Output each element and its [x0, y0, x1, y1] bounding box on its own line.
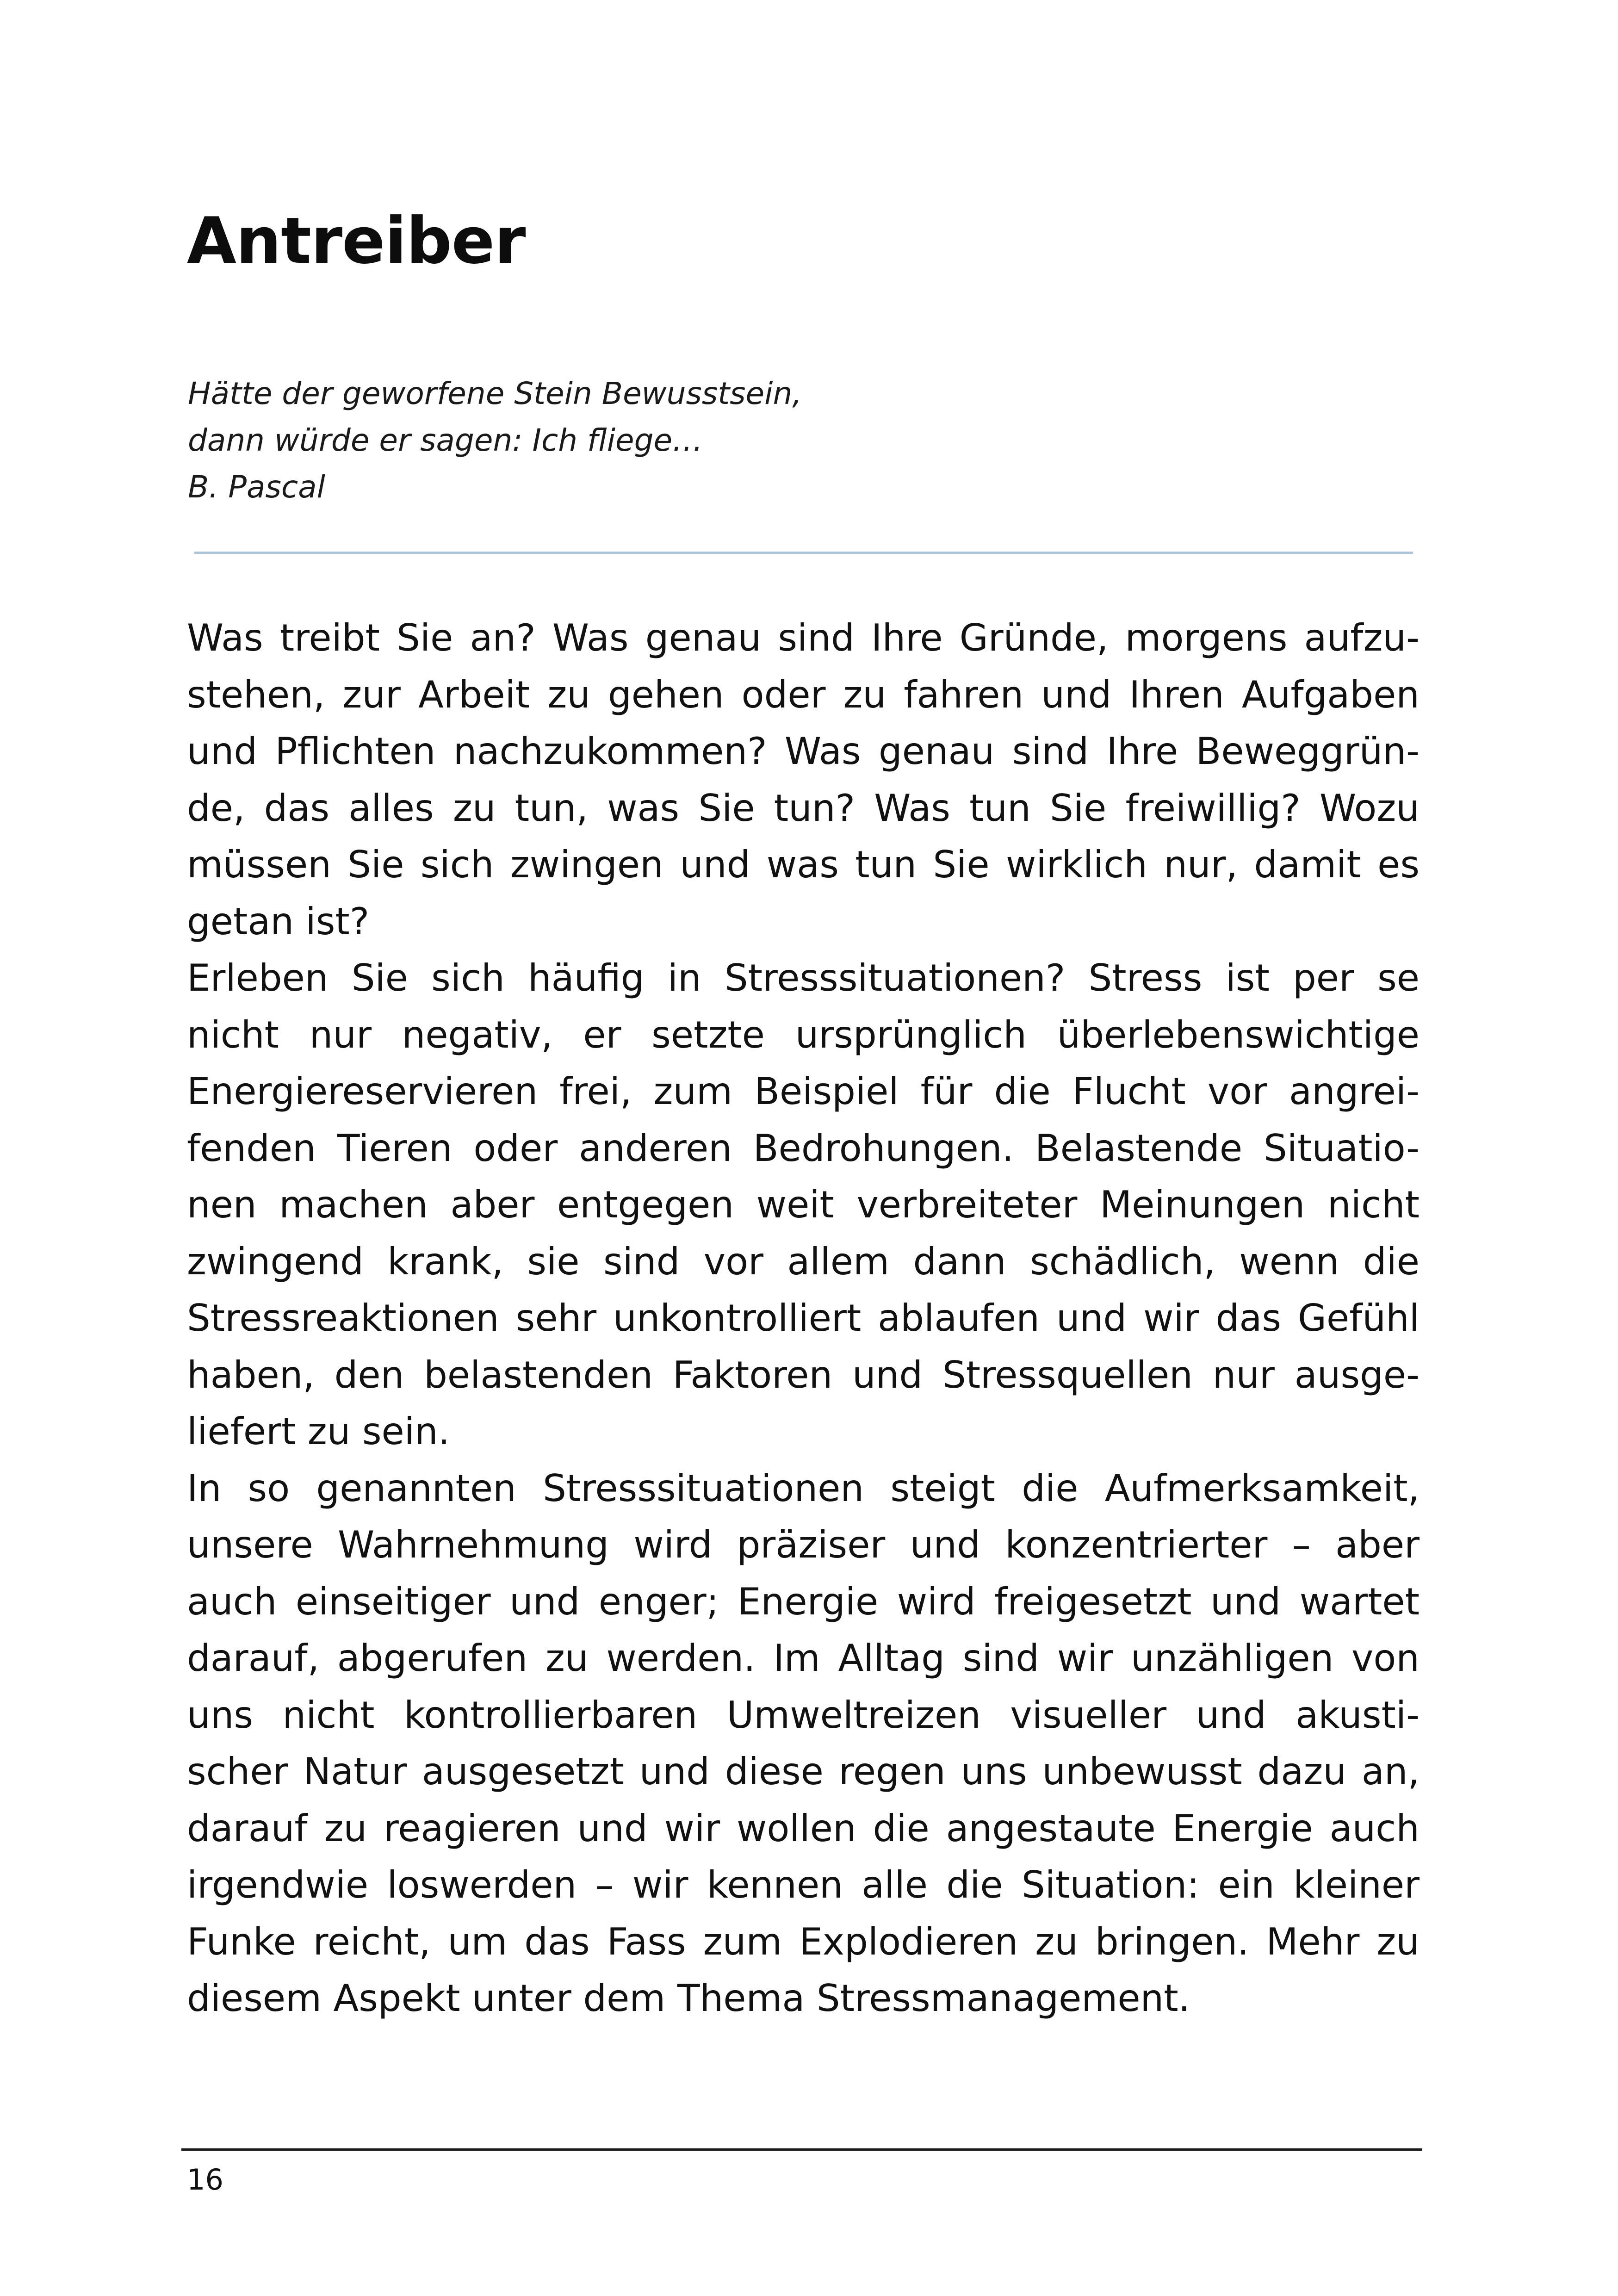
body-line: auch einseitiger und enger; Energie wird freigesetzt und wartet [187, 1580, 1420, 1623]
body-line: de, das alles zu tun, was Sie tun? Was tun Sie freiwillig? Wozu [187, 786, 1420, 830]
body-line: uns nicht kontrollierbaren Umweltreizen visueller und akusti- [187, 1693, 1420, 1737]
body-line: zwingend krank, sie sind vor allem dann schädlich, wenn die [187, 1240, 1420, 1283]
body-line: irgendwie loswerden – wir kennen alle die Situation: ein kleiner [187, 1863, 1420, 1906]
epigraph [188, 370, 802, 510]
page-number: 16 [187, 2163, 223, 2197]
body-line: unsere Wahrnehmung wird präziser und konzentrierter – aber [187, 1523, 1420, 1566]
epigraph-author: B. Pascal [188, 469, 325, 505]
body-line: nicht nur negativ, er setzte ursprünglich überlebenswichtige [187, 1013, 1420, 1056]
body-text [187, 610, 1420, 2027]
body-line: scher Natur ausgesetzt und diese regen uns unbewusst dazu an, [187, 1750, 1420, 1793]
body-line: Funke reicht, um das Fass zum Explodieren zu bringen. Mehr zu [187, 1920, 1420, 1963]
body-line: stehen, zur Arbeit zu gehen oder zu fahren und Ihren Aufgaben [187, 673, 1420, 716]
body-line: haben, den belastenden Faktoren und Stressquellen nur ausge- [187, 1353, 1420, 1396]
body-line: darauf, abgerufen zu werden. Im Alltag sind wir unzähligen von [187, 1637, 1420, 1680]
body-line: darauf zu reagieren und wir wollen die angestaute Energie auch [187, 1806, 1420, 1850]
epigraph-line: dann würde er sagen: Ich fliege… [188, 422, 703, 458]
body-line: Energiereservieren frei, zum Beispiel für die Flucht vor angrei- [187, 1070, 1420, 1113]
body-line: liefert zu sein. [187, 1410, 450, 1453]
body-line: fenden Tieren oder anderen Bedrohungen. Belastende Situatio- [187, 1126, 1420, 1170]
epigraph-line: Hätte der geworfene Stein Bewusstsein, [188, 376, 802, 411]
epigraph-separator [194, 552, 1413, 554]
body-line: In so genannten Stresssituationen steigt die Aufmerksamkeit, [187, 1466, 1420, 1510]
body-line: Stressreaktionen sehr unkontrolliert ablaufen und wir das Gefühl [187, 1297, 1420, 1340]
page-title: Antreiber [187, 204, 526, 278]
body-line: diesem Aspekt unter dem Thema Stressmanagement. [187, 1977, 1190, 2020]
body-line: getan ist? [187, 900, 370, 943]
body-line: müssen Sie sich zwingen und was tun Sie wirklich nur, damit es [187, 843, 1420, 886]
body-line: Erleben Sie sich häufig in Stresssituationen? Stress ist per se [187, 956, 1420, 999]
body-line: nen machen aber entgegen weit verbreiteter Meinungen nicht [187, 1183, 1420, 1226]
body-line: Was treibt Sie an? Was genau sind Ihre Gründe, morgens aufzu- [187, 616, 1420, 659]
body-line: und Pflichten nachzukommen? Was genau sind Ihre Beweggrün- [187, 730, 1420, 773]
footer-rule [181, 2148, 1422, 2151]
